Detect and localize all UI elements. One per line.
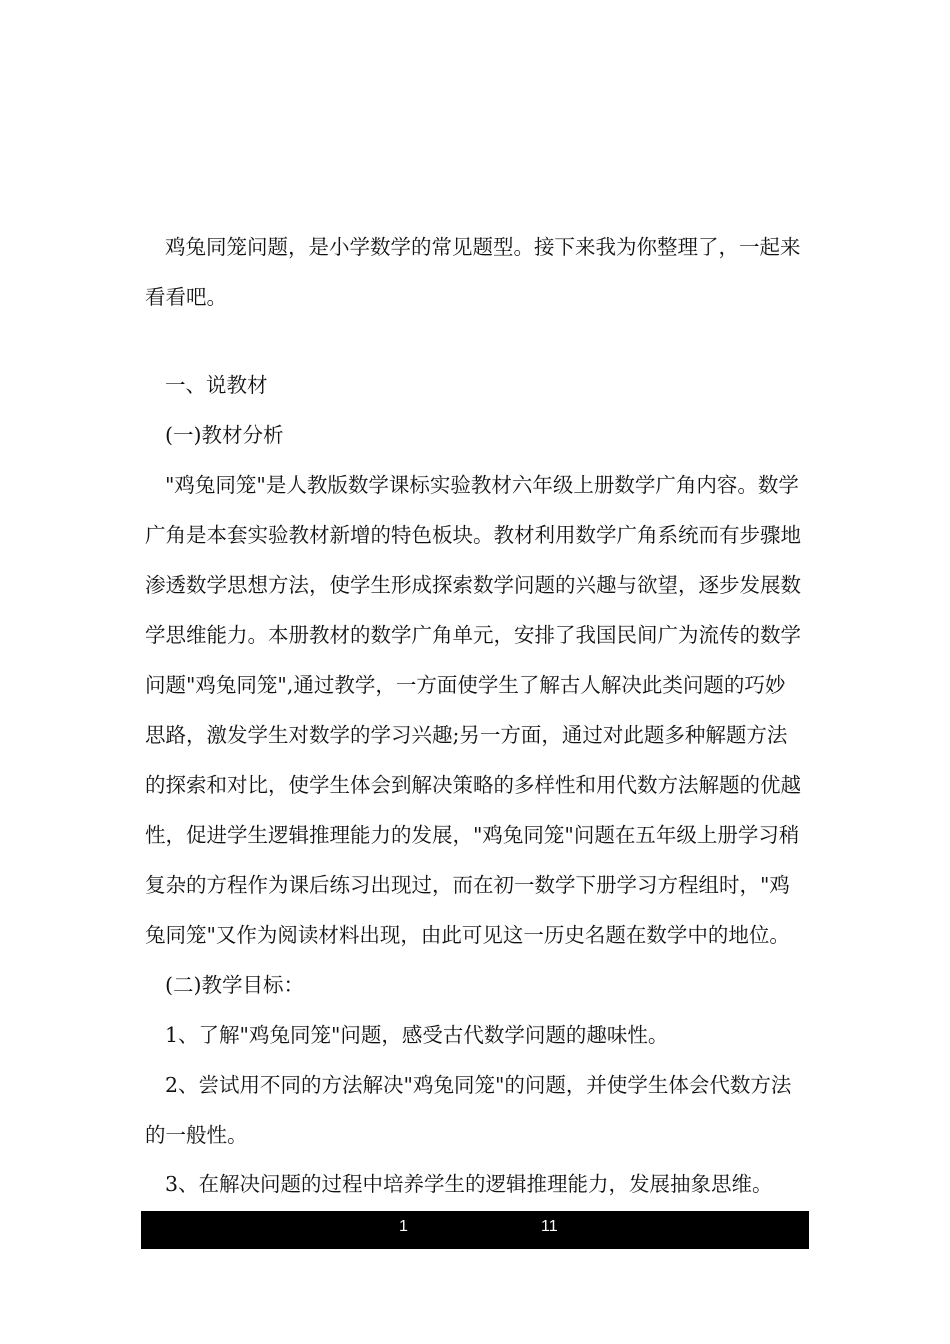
analysis-line: 复杂的方程作为课后练习出现过，而在初一数学下册学习方程组时，"鸡 <box>145 873 790 897</box>
analysis-line: 渗透数学思想方法，使学生形成探索数学问题的兴趣与欲望，逐步发展数 <box>145 573 801 597</box>
page-number: 1 <box>399 1218 408 1235</box>
analysis-line: 性，促进学生逻辑推理能力的发展，"鸡兔同笼"问题在五年级上册学习稍 <box>145 823 800 847</box>
analysis-line: 广角是本套实验教材新增的特色板块。教材利用数学广角系统而有步骤地 <box>145 523 801 547</box>
analysis-line: 思路，激发学生对数学的学习兴趣;另一方面，通过对此题多种解题方法 <box>145 723 788 747</box>
analysis-line: 问题"鸡兔同笼",通过教学，一方面使学生了解古人解决此类问题的巧妙 <box>145 673 786 697</box>
section-title: 一、说教材 <box>165 373 268 397</box>
subsection-title-goals: (二)教学目标： <box>165 973 304 997</box>
intro-line-1: 鸡兔同笼问题，是小学数学的常见题型。接下来我为你整理了，一起来 <box>165 235 801 259</box>
analysis-line: 学思维能力。本册教材的数学广角单元，安排了我国民间广为流传的数学 <box>145 623 801 647</box>
analysis-line: 的探索和对比，使学生体会到解决策略的多样性和用代数方法解题的优越 <box>145 773 801 797</box>
analysis-line: 兔同笼"又作为阅读材料出现，由此可见这一历史名题在数学中的地位。 <box>145 923 790 947</box>
subsection-title-analysis: (一)教材分析 <box>165 423 284 447</box>
goal-line: 的一般性。 <box>145 1123 248 1147</box>
goal-line: 2、尝试用不同的方法解决"鸡兔同笼"的问题，并使学生体会代数方法 <box>165 1073 792 1097</box>
goal-line: 1、了解"鸡兔同笼"问题，感受古代数学问题的趣味性。 <box>165 1023 669 1047</box>
goal-line: 3、在解决问题的过程中培养学生的逻辑推理能力，发展抽象思维。 <box>165 1172 773 1196</box>
total-pages: 11 <box>541 1218 558 1235</box>
page-footer <box>141 1211 809 1249</box>
intro-line-2: 看看吧。 <box>145 285 227 309</box>
analysis-line: "鸡兔同笼"是人教版数学课标实验教材六年级上册数学广角内容。数学 <box>165 473 799 497</box>
